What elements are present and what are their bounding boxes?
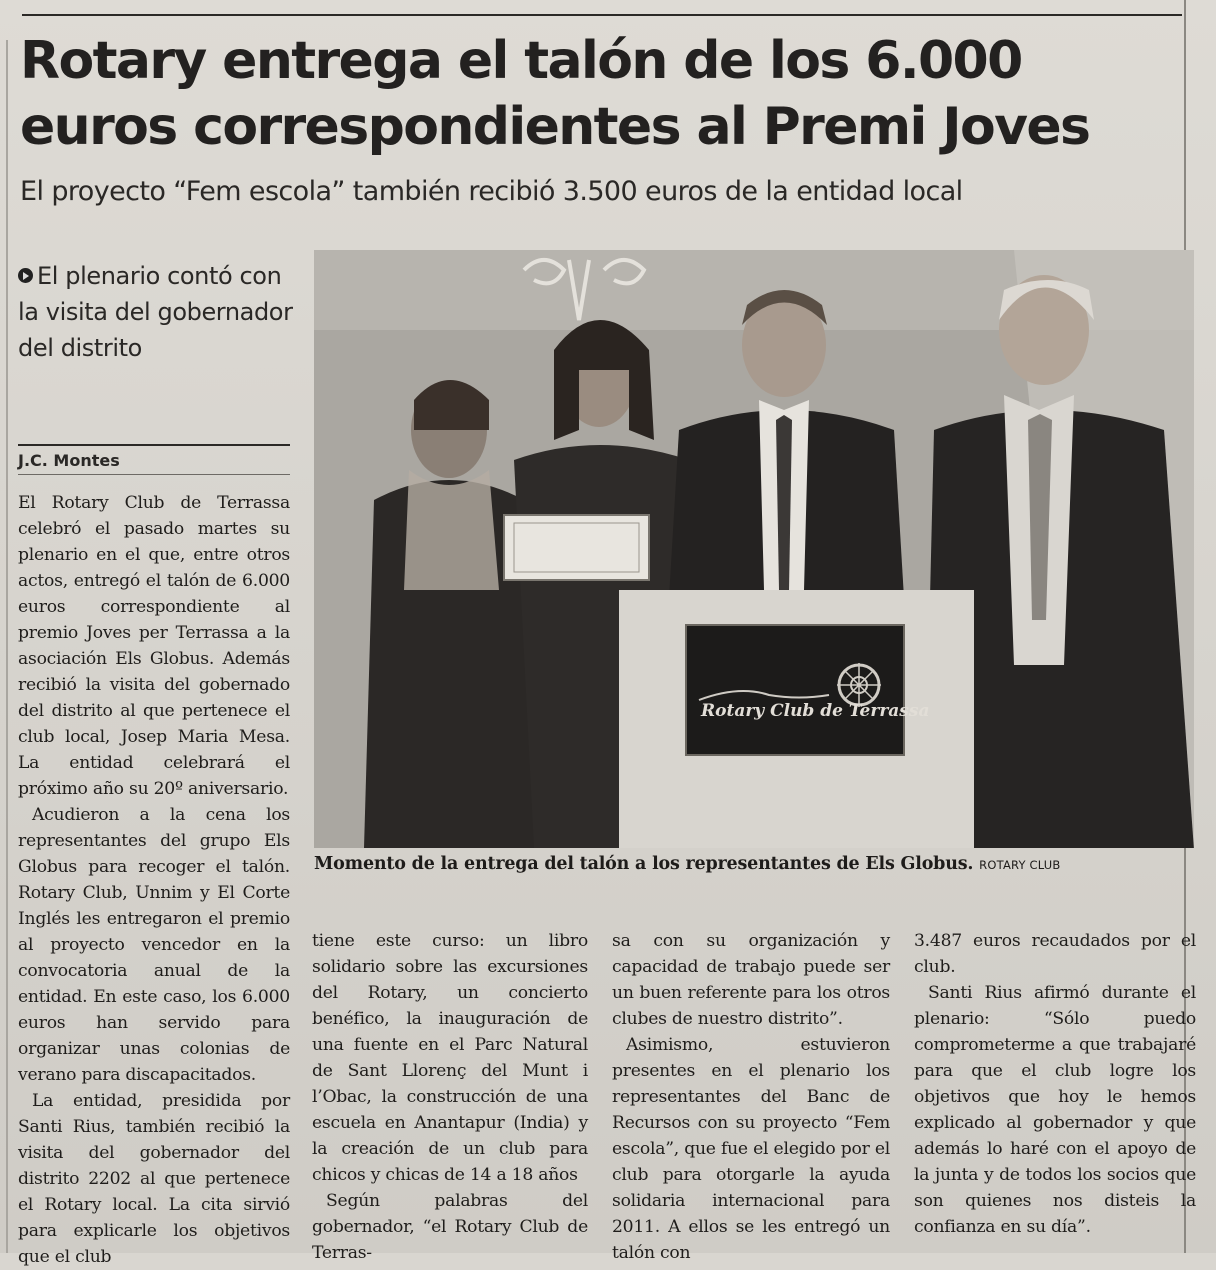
column-2 <box>312 928 588 1266</box>
paragraph: El Rotary Club de Terrassa celebró el pasado martes su plenario en el que, entre otros actos, entregó el talón de 6.000 euros correspondiente al premio Joves per Terrassa a la asociación Els Globus. Además recibió la visita del gobernado del distrito al que pertenece el club local, Josep Maria Mesa. La entidad celebrará el próximo año su 20º aniversario. <box>18 493 290 799</box>
paragraph: Asimismo, estuvieron presentes en el plenario los representantes del Banc de Recursos con su proyecto “Fem escola”, que fue el elegido por el club para otorgarle la ayuda solidaria internacional para 2011. A ellos se les entregó un talón con <box>612 1035 890 1263</box>
paragraph: 3.487 euros recaudados por el club. <box>914 931 1196 977</box>
photo-illustration <box>314 250 1194 848</box>
arrow-bullet-icon <box>18 268 33 283</box>
byline-rule-bottom <box>18 474 290 475</box>
paragraph: sa con su organización y capacidad de trabajo puede ser un buen referente para los otros clubes de nuestro distrito”. <box>612 931 890 1029</box>
paragraph: La entidad, presidida por Santi Rius, también recibió la visita del gobernador del distrito 2202 al que pertenece el Rotary local. La cita sirvió para explicarle los objetivos que el club <box>18 1091 290 1267</box>
paragraph: tiene este curso: un libro solidario sobre las excursiones del Rotary, un concierto benéfico, la inauguración de una fuente en el Parc Natural de Sant Llorenç del Munt i l’Obac, la construcción de una escuela en Anantapur (India) y la creación de un club para chicos y chicas de 14 a 18 años <box>312 931 588 1185</box>
photo-credit: ROTARY CLUB <box>979 858 1061 872</box>
top-rule <box>22 14 1182 16</box>
certificate <box>504 515 649 580</box>
subheadline: El proyecto “Fem escola” también recibió 3.500 euros de la entidad local <box>20 176 963 207</box>
news-photo <box>314 250 1194 848</box>
headline: Rotary entrega el talón de los 6.000 euros correspondientes al Premi Joves <box>20 31 1090 157</box>
paragraph: Según palabras del gobernador, “el Rotary Club de Terras- <box>312 1191 588 1263</box>
byline: J.C. Montes <box>18 451 120 470</box>
pull-quote-text: El plenario contó con la visita del gobernador del distrito <box>18 262 293 362</box>
banner-text: Rotary Club de Terrassa <box>701 701 930 721</box>
paragraph: Acudieron a la cena los representantes del grupo Els Globus para recoger el talón. Rotary Club, Unnim y El Corte Inglés les entregaron el premio al proyecto vencedor en la convocatoria anual de la entidad. En este caso, los 6.000 euros han servido para organizar unas colonias de verano para discapacitados. <box>18 805 290 1085</box>
rotary-banner <box>686 625 904 755</box>
paragraph: Santi Rius afirmó durante el plenario: “Sólo puedo comprometerme a que trabajaré para que el club logre los objetivos que hoy le hemos explicado al gobernador y que además lo haré con el apoyo de la junta y de todos los socios que son quienes nos disteis la confianza en su día”. <box>914 983 1196 1237</box>
column-1 <box>18 490 290 1270</box>
column-3 <box>612 928 890 1266</box>
photo-caption <box>314 852 1194 877</box>
column-4 <box>914 928 1196 1240</box>
pull-quote <box>18 258 298 366</box>
caption-text: Momento de la entrega del talón a los representantes de Els Globus. <box>314 854 974 874</box>
page-edge-left <box>6 40 8 1253</box>
byline-rule <box>18 444 290 446</box>
